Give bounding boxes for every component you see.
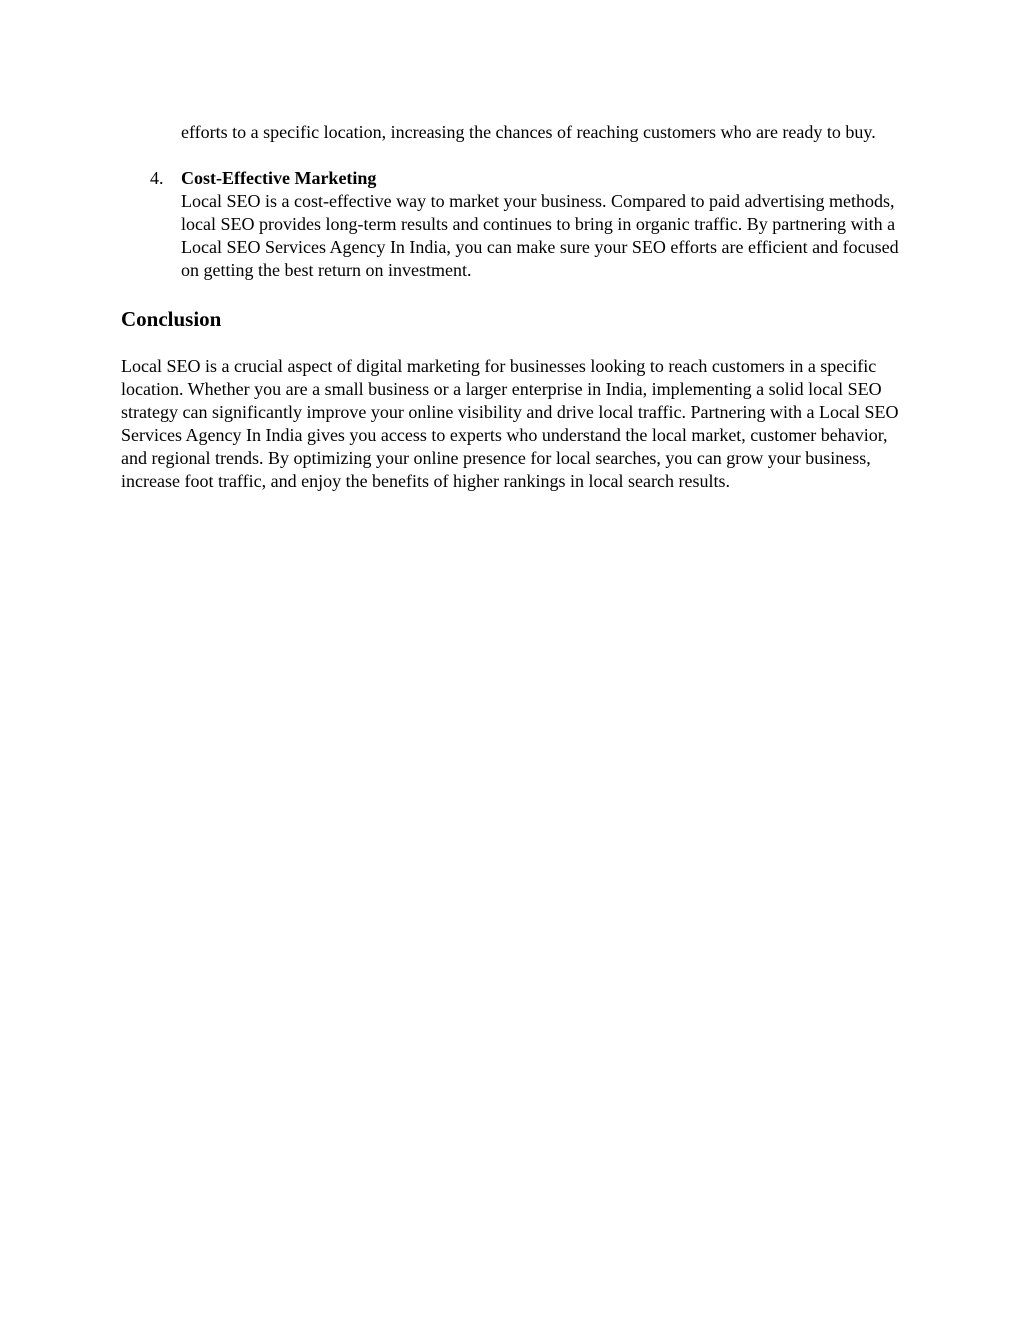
list-item-number: 4. [150,168,164,188]
conclusion-heading: Conclusion [121,307,222,331]
list-item-text: Local SEO is a cost-effective way to market your business. Compared to paid advertising methods, local SEO provides long-term results and continues to bring in organic traffic. By partnering with a Local SEO Services Agency In India, you can make sure your SEO efforts are efficient and focused on getting the best return on investment. [181,191,899,280]
list-item-body [181,167,916,282]
continued-list-text: efforts to a specific location, increasing the chances of reaching customers who are ready to buy. [181,122,876,142]
list-item-title: Cost-Effective Marketing [181,168,377,188]
conclusion-paragraph: Local SEO is a crucial aspect of digital marketing for businesses looking to reach customers in a specific location. Whether you are a small business or a larger enterprise in India, implementing a solid local SEO strategy can significantly improve your online visibility and drive local traffic. Partnering with a Local SEO Services Agency In India gives you access to experts who understand the local market, customer behavior, and regional trends. By optimizing your online presence for local searches, you can grow your business, increase foot traffic, and enjoy the benefits of higher rankings in local search results. [121,356,899,491]
